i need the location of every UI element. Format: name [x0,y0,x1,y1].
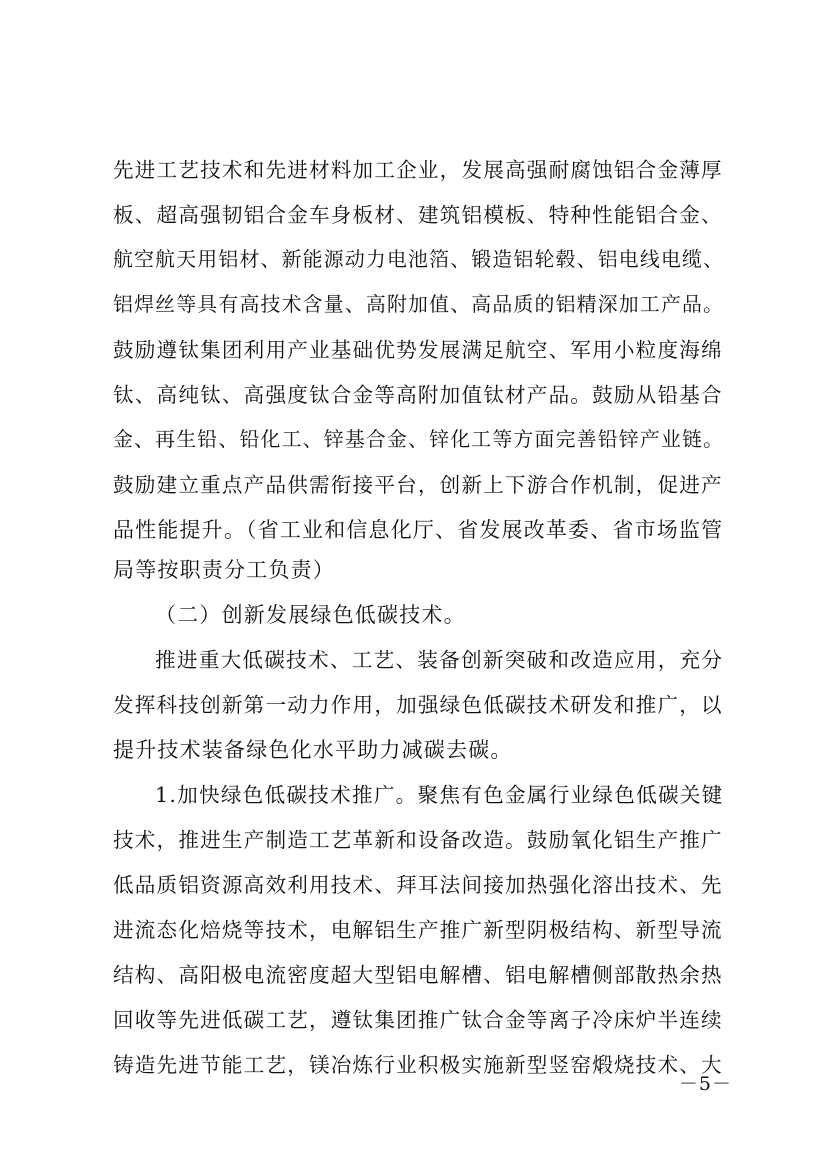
text-line: 回收等先进低碳工艺，遵钛集团推广钛合金等离子冷床炉半连续 [113,1008,723,1032]
text-line: 技术，推进生产制造工艺革新和设备改造。鼓励氧化铝生产推广 [113,828,723,852]
page-number: －5－ [678,1073,732,1095]
text-line: 航空航天用铝材、新能源动力电池箔、锻造铝轮毂、铝电线电缆、 [113,248,725,271]
text-line: 鼓励遵钛集团利用产业基础优势发展满足航空、军用小粒度海绵 [113,338,723,362]
text-line: 金、再生铅、铅化工、锌基合金、锌化工等方面完善铅锌产业链。 [113,428,725,451]
text-line: 铸造先进节能工艺，镁冶炼行业积极实施新型竖窑煅烧技术、大 [113,1053,723,1077]
text-line: 铝焊丝等具有高技术含量、高附加值、高品质的铝精深加工产品。 [113,293,725,316]
text-line: 钛、高纯钛、高强度钛合金等高附加值钛材产品。鼓励从铅基合 [113,383,723,407]
text-line: 低品质铝资源高效利用技术、拜耳法间接加热强化溶出技术、先 [113,873,723,897]
text-line: 推进重大低碳技术、工艺、装备创新突破和改造应用，充分 [155,648,724,672]
text-line: 板、超高强韧铝合金车身板材、建筑铝模板、特种性能铝合金、 [113,203,723,227]
text-line: 鼓励建立重点产品供需衔接平台，创新上下游合作机制，促进产 [113,473,723,497]
text-line: 提升技术装备绿色化水平助力减碳去碳。 [113,738,513,762]
text-line: 发挥科技创新第一动力作用，加强绿色低碳技术研发和推广，以 [113,693,723,717]
text-line: 1.加快绿色低碳技术推广。聚焦有色金属行业绿色低碳关键 [155,783,724,807]
text-line: 结构、高阳极电流密度超大型铝电解槽、铝电解槽侧部散热余热 [113,963,723,987]
text-line: 先进工艺技术和先进材料加工企业，发展高强耐腐蚀铝合金薄厚 [113,158,723,182]
text-line: 局等按职责分工负责） [113,558,335,582]
text-line: 进流态化焙烧等技术，电解铝生产推广新型阴极结构、新型导流 [113,918,723,942]
text-line: 品性能提升。（省工业和信息化厅、省发展改革委、省市场监管 [113,518,724,542]
section-heading: （二）创新发展绿色低碳技术。 [155,603,466,627]
